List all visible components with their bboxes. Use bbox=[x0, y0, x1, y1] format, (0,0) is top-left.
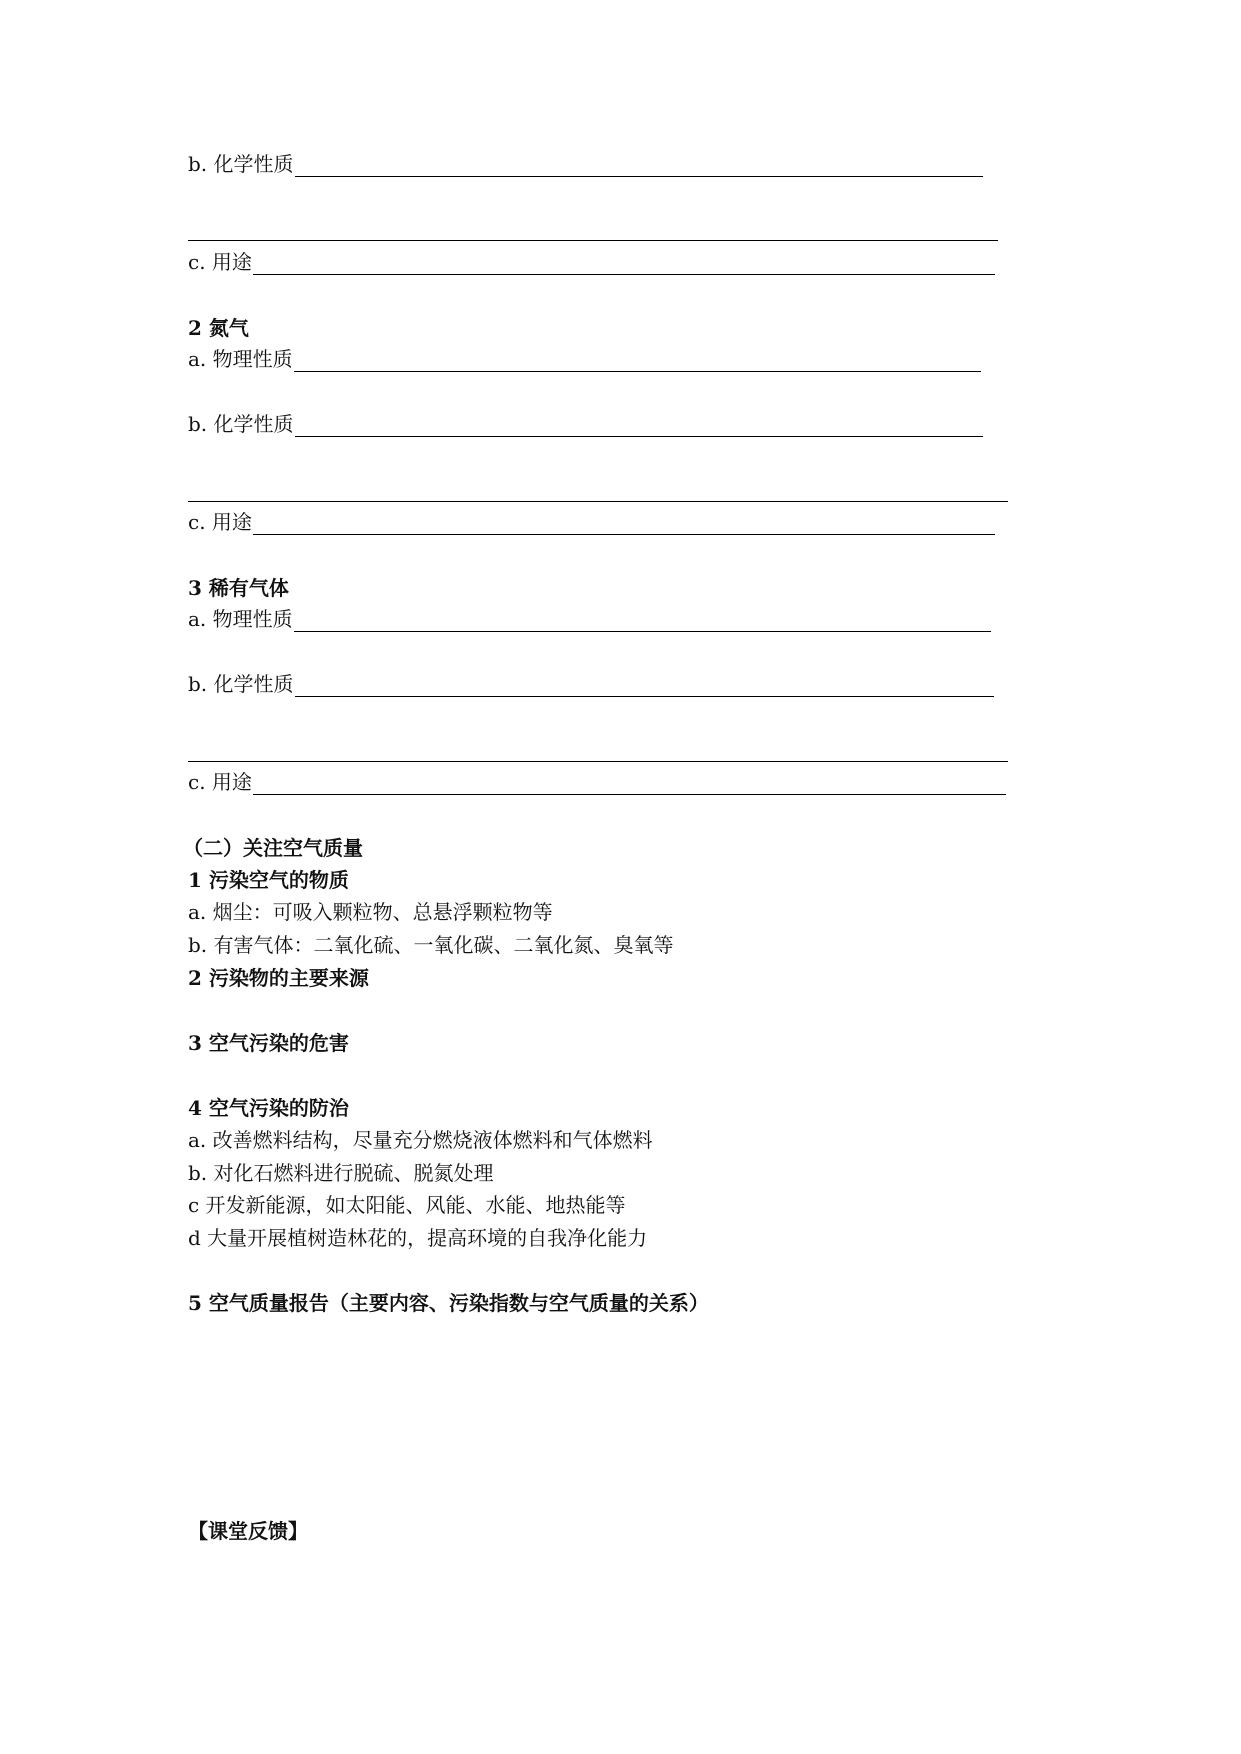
oxygen-chemical-row bbox=[188, 151, 983, 177]
oxygen-chemical-label: b. 化学性质 bbox=[188, 152, 294, 176]
prevention-item-a: a. 改善燃料结构，尽量充分燃烧液体燃料和气体燃料 bbox=[188, 1128, 653, 1152]
nitrogen-chemical-blank[interactable] bbox=[295, 416, 983, 437]
nitrogen-physical-label: a. 物理性质 bbox=[188, 347, 293, 371]
noble-gases-physical-label: a. 物理性质 bbox=[188, 607, 293, 631]
noble-gases-chemical-row bbox=[188, 671, 994, 697]
noble-gases-chemical-continuation-line[interactable] bbox=[188, 761, 1008, 762]
noble-gases-use-row bbox=[188, 769, 1006, 795]
noble-gases-physical-row bbox=[188, 606, 991, 632]
oxygen-chemical-blank[interactable] bbox=[295, 156, 983, 177]
nitrogen-chemical-row bbox=[188, 411, 983, 437]
nitrogen-physical-blank[interactable] bbox=[294, 351, 981, 372]
nitrogen-use-blank[interactable] bbox=[253, 514, 995, 535]
nitrogen-heading: 2 氮气 bbox=[188, 316, 249, 340]
oxygen-use-row bbox=[188, 249, 995, 275]
air-quality-report-heading: 5 空气质量报告（主要内容、污染指数与空气质量的关系） bbox=[188, 1291, 709, 1315]
oxygen-use-label: c. 用途 bbox=[188, 250, 252, 274]
nitrogen-chemical-label: b. 化学性质 bbox=[188, 412, 294, 436]
prevention-item-c: c 开发新能源，如太阳能、风能、水能、地热能等 bbox=[188, 1193, 626, 1217]
noble-gases-physical-blank[interactable] bbox=[294, 611, 991, 632]
prevention-item-d: d 大量开展植树造林花的，提高环境的自我净化能力 bbox=[188, 1226, 648, 1250]
nitrogen-use-label: c. 用途 bbox=[188, 510, 252, 534]
noble-gases-heading: 3 稀有气体 bbox=[188, 576, 289, 600]
pollutant-item-b: b. 有害气体：二氧化硫、一氧化碳、二氧化氮、臭氧等 bbox=[188, 933, 674, 957]
noble-gases-chemical-blank[interactable] bbox=[295, 676, 994, 697]
prevention-item-b: b. 对化石燃料进行脱硫、脱氮处理 bbox=[188, 1161, 494, 1185]
oxygen-chemical-continuation-line[interactable] bbox=[188, 240, 998, 241]
pollution-sources-heading: 2 污染物的主要来源 bbox=[188, 966, 369, 990]
noble-gases-chemical-label: b. 化学性质 bbox=[188, 672, 294, 696]
air-quality-section-title: （二）关注空气质量 bbox=[183, 836, 363, 860]
noble-gases-use-blank[interactable] bbox=[253, 774, 1006, 795]
classroom-feedback-heading: 【课堂反馈】 bbox=[188, 1519, 308, 1543]
pollution-prevention-heading: 4 空气污染的防治 bbox=[188, 1096, 349, 1120]
oxygen-use-blank[interactable] bbox=[253, 254, 995, 275]
nitrogen-use-row bbox=[188, 509, 995, 535]
nitrogen-chemical-continuation-line[interactable] bbox=[188, 501, 1008, 502]
pollutants-heading: 1 污染空气的物质 bbox=[188, 868, 349, 892]
pollution-harm-heading: 3 空气污染的危害 bbox=[188, 1031, 349, 1055]
pollutant-item-a: a. 烟尘：可吸入颗粒物、总悬浮颗粒物等 bbox=[188, 900, 553, 924]
nitrogen-physical-row bbox=[188, 346, 981, 372]
noble-gases-use-label: c. 用途 bbox=[188, 770, 252, 794]
